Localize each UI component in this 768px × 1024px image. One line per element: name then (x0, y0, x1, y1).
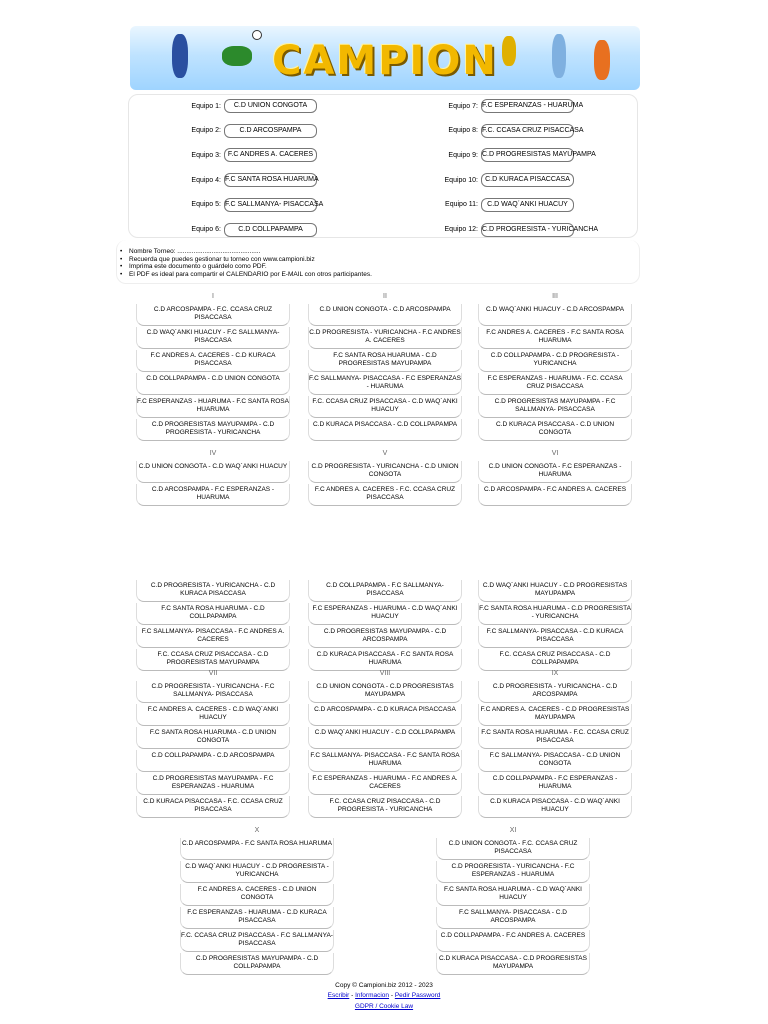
match-item: C.D PROGRESISTAS MAYUPAMPA - F.C SALLMANYA- PISACCASA (478, 396, 632, 418)
round-block (308, 292, 462, 442)
match-item: F.C SANTA ROSA HUARUMA - C.D UNION CONGOTA (136, 727, 290, 749)
note-item: • Imprima este documento o guárdelo como PDF. (120, 263, 640, 271)
match-item: C.D KURACA PISACCASA - F.C SANTA ROSA HUARUMA (308, 649, 462, 671)
match-item: C.D KURACA PISACCASA - C.D PROGRESISTAS MAYUPAMPA (436, 953, 590, 975)
match-item: F.C ESPERANZAS - HUARUMA - F.C ANDRES A. CACERES (308, 773, 462, 795)
round-block (308, 449, 462, 507)
match-item: C.D WAQ´ANKI HUACUY - C.D PROGRESISTA - YURICANCHA (180, 861, 334, 883)
team-name-field[interactable]: C.D KURACA PISACCASA (481, 173, 574, 187)
logo-text[interactable]: CAMPION (272, 38, 498, 84)
team-label: Equipo 3: (191, 151, 221, 159)
round-title: II (383, 293, 387, 300)
team-row (164, 173, 317, 187)
round-title: X (254, 827, 260, 834)
round-block (478, 669, 632, 819)
team-name-field[interactable]: C.D UNION CONGOTA (224, 99, 317, 113)
match-item: F.C SANTA ROSA HUARUMA - C.D PROGRESISTAS MAYUPAMPA (308, 350, 462, 372)
match-item: C.D PROGRESISTA - YURICANCHA - F.C SALLMANYA- PISACCASA (136, 681, 290, 703)
match-item: C.D ARCOSPAMPA - F.C ESPERANZAS - HUARUMA (136, 484, 290, 506)
round-title: IV (209, 450, 217, 457)
team-row (421, 99, 584, 113)
team-name-field[interactable]: F.C ANDRES A. CACERES (224, 148, 317, 162)
match-item: F.C. CCASA CRUZ PISACCASA - F.C SALLMANYA- PISACCASA (180, 930, 334, 952)
match-item: C.D WAQ´ANKI HUACUY - F.C SALLMANYA- PISACCASA (136, 327, 290, 349)
match-item: C.D UNION CONGOTA - C.D WAQ´ANKI HUACUY (136, 461, 290, 483)
match-item: C.D WAQ´ANKI HUACUY - C.D COLLPAPAMPA (308, 727, 462, 749)
player-figure-far-right (594, 40, 610, 80)
match-item: C.D ARCOSPAMPA - C.D KURACA PISACCASA (308, 704, 462, 726)
match-item: C.D PROGRESISTA - YURICANCHA - F.C ESPERANZAS - HUARUMA (436, 861, 590, 883)
team-row (164, 148, 317, 162)
round-title: IX (551, 670, 559, 677)
round-block (478, 292, 632, 442)
team-row (421, 198, 574, 212)
round-block (308, 669, 462, 819)
team-row (421, 173, 574, 187)
team-name-field[interactable]: C.D COLLPAPAMPA (224, 223, 317, 237)
link-separator: - (349, 992, 356, 999)
match-item: C.D COLLPAPAMPA - C.D ARCOSPAMPA (136, 750, 290, 772)
match-item: F.C SALLMANYA- PISACCASA - F.C ESPERANZAS - HUARUMA (308, 373, 462, 395)
team-label: Equipo 5: (191, 201, 221, 209)
footer-link[interactable]: GDPR / Cookie Law (354, 1003, 414, 1010)
match-item: F.C SANTA ROSA HUARUMA - C.D PROGRESISTA - YURICANCHA (478, 603, 632, 625)
team-name-field[interactable]: F.C ESPERANZAS - HUARUMA (481, 99, 574, 113)
player-figure-right (552, 34, 566, 78)
match-item: F.C ESPERANZAS - HUARUMA - F.C SANTA ROSA HUARUMA (136, 396, 290, 418)
team-row (421, 148, 596, 162)
footer-link[interactable]: Informacion (355, 992, 390, 999)
match-item: C.D WAQ´ANKI HUACUY - C.D PROGRESISTAS MAYUPAMPA (478, 580, 632, 602)
round-block (478, 568, 632, 672)
footer-link[interactable]: Escribir (327, 992, 350, 999)
link-separator: - (389, 992, 395, 999)
match-item: F.C SANTA ROSA HUARUMA - F.C. CCASA CRUZ PISACCASA (478, 727, 632, 749)
team-row (421, 124, 584, 138)
match-item: C.D COLLPAPAMPA - F.C ESPERANZAS - HUARUMA (478, 773, 632, 795)
team-row (164, 124, 317, 138)
teams-panel (128, 94, 638, 238)
note-item: • El PDF es ideal para compartir el CALENDARIO por E-MAIL con otros participantes. (120, 271, 640, 279)
team-label: Equipo 11: (445, 201, 478, 209)
team-label: Equipo 9: (448, 151, 478, 159)
match-item: F.C SALLMANYA- PISACCASA - F.C ANDRES A. CACERES (136, 626, 290, 648)
round-title (478, 568, 632, 580)
team-row (164, 99, 317, 113)
match-item: F.C SALLMANYA- PISACCASA - C.D ARCOSPAMPA (436, 907, 590, 929)
footer-links-gdpr (0, 1003, 768, 1010)
round-title: VII (208, 670, 218, 677)
team-label: Equipo 6: (191, 226, 221, 233)
round-title: VI (551, 450, 559, 457)
team-row (164, 223, 317, 237)
match-item: F.C. CCASA CRUZ PISACCASA - C.D WAQ´ANKI HUACUY (308, 396, 462, 418)
match-item: C.D COLLPAPAMPA - C.D UNION CONGOTA (136, 373, 290, 395)
match-item: F.C. CCASA CRUZ PISACCASA - C.D PROGRESISTAS MAYUPAMPA (136, 649, 290, 671)
match-item: C.D KURACA PISACCASA - C.D UNION CONGOTA (478, 419, 632, 441)
team-name-field[interactable]: C.D PROGRESISTA - YURICANCHA (481, 223, 574, 237)
notes-list (120, 248, 640, 278)
team-label: Equipo 7: (448, 102, 478, 110)
team-name-field[interactable]: C.D ARCOSPAMPA (224, 124, 317, 138)
round-title: XI (509, 827, 517, 834)
trophy-icon (502, 36, 516, 66)
team-name-field[interactable]: F.C SALLMANYA- PISACCASA (224, 198, 317, 212)
match-item: C.D UNION CONGOTA - C.D PROGRESISTAS MAYUPAMPA (308, 681, 462, 703)
match-item: F.C SANTA ROSA HUARUMA - C.D WAQ´ANKI HUACUY (436, 884, 590, 906)
match-item: C.D ARCOSPAMPA - F.C. CCASA CRUZ PISACCASA (136, 304, 290, 326)
match-item: C.D ARCOSPAMPA - F.C SANTA ROSA HUARUMA (180, 838, 334, 860)
round-block (136, 292, 290, 442)
match-item: C.D COLLPAPAMPA - F.C ANDRES A. CACERES (436, 930, 590, 952)
team-row (164, 198, 324, 212)
match-item: F.C ESPERANZAS - HUARUMA - C.D WAQ´ANKI HUACUY (308, 603, 462, 625)
team-row (421, 223, 599, 237)
match-item: C.D PROGRESISTAS MAYUPAMPA - C.D COLLPAPAMPA (180, 953, 334, 975)
match-item: C.D PROGRESISTAS MAYUPAMPA - F.C ESPERANZAS - HUARUMA (136, 773, 290, 795)
match-item: F.C. CCASA CRUZ PISACCASA - C.D COLLPAPAMPA (478, 649, 632, 671)
team-label: Equipo 8: (448, 127, 478, 135)
match-item: F.C SALLMANYA- PISACCASA - C.D UNION CONGOTA (478, 750, 632, 772)
match-item: C.D ARCOSPAMPA - F.C ANDRES A. CACERES (478, 484, 632, 506)
team-label: Equipo 1: (191, 102, 221, 110)
round-block (136, 568, 290, 672)
match-item: C.D PROGRESISTA - YURICANCHA - F.C ANDRES A. CACERES (308, 327, 462, 349)
match-item: F.C ESPERANZAS - HUARUMA - F.C. CCASA CRUZ PISACCASA (478, 373, 632, 395)
match-item: F.C. CCASA CRUZ PISACCASA - C.D PROGRESISTA - YURICANCHA (308, 796, 462, 818)
round-title: III (552, 293, 558, 300)
match-item: F.C ANDRES A. CACERES - C.D PROGRESISTAS MAYUPAMPA (478, 704, 632, 726)
match-item: C.D PROGRESISTA - YURICANCHA - C.D ARCOSPAMPA (478, 681, 632, 703)
round-block (136, 449, 290, 507)
match-item: C.D COLLPAPAMPA - F.C SALLMANYA- PISACCASA (308, 580, 462, 602)
match-item: C.D PROGRESISTA - YURICANCHA - C.D KURACA PISACCASA (136, 580, 290, 602)
team-label: Equipo 10: (444, 176, 478, 184)
team-label: Equipo 2: (191, 127, 221, 135)
match-item: C.D KURACA PISACCASA - F.C. CCASA CRUZ PISACCASA (136, 796, 290, 818)
match-item: C.D UNION CONGOTA - C.D ARCOSPAMPA (308, 304, 462, 326)
match-item: C.D UNION CONGOTA - F.C. CCASA CRUZ PISACCASA (436, 838, 590, 860)
round-title (136, 568, 290, 580)
match-item: C.D KURACA PISACCASA - C.D COLLPAPAMPA (308, 419, 462, 441)
match-item: F.C SALLMANYA- PISACCASA - F.C SANTA ROSA HUARUMA (308, 750, 462, 772)
match-item: F.C ANDRES A. CACERES - C.D WAQ´ANKI HUACUY (136, 704, 290, 726)
team-name-field[interactable]: F.C SANTA ROSA HUARUMA (224, 173, 317, 187)
match-item: F.C ANDRES A. CACERES - F.C. CCASA CRUZ PISACCASA (308, 484, 462, 506)
match-item: C.D WAQ´ANKI HUACUY - C.D ARCOSPAMPA (478, 304, 632, 326)
team-name-field[interactable]: C.D PROGRESISTAS MAYUPAMPA (481, 148, 574, 162)
match-item: C.D KURACA PISACCASA - C.D WAQ´ANKI HUACUY (478, 796, 632, 818)
match-item: F.C ANDRES A. CACERES - C.D KURACA PISACCASA (136, 350, 290, 372)
team-name-field[interactable]: F.C. CCASA CRUZ PISACCASA (481, 124, 574, 138)
round-title (308, 568, 462, 580)
team-name-field[interactable]: C.D WAQ´ANKI HUACUY (481, 198, 574, 212)
round-block (136, 669, 290, 819)
match-item: C.D COLLPAPAMPA - C.D PROGRESISTA - YURICANCHA (478, 350, 632, 372)
footer-link[interactable]: Pedir Password (394, 992, 441, 999)
header-banner (130, 26, 640, 90)
match-item: C.D PROGRESISTA - YURICANCHA - C.D UNION CONGOTA (308, 461, 462, 483)
round-title: I (212, 293, 214, 300)
round-block (436, 826, 590, 976)
note-item: • Nombre Torneo: .............................................. (120, 248, 640, 256)
match-item: C.D UNION CONGOTA - F.C ESPERANZAS - HUARUMA (478, 461, 632, 483)
match-item: F.C ESPERANZAS - HUARUMA - C.D KURACA PISACCASA (180, 907, 334, 929)
team-label: Equipo 4: (191, 176, 221, 184)
footer-copyright: Copy © Campioni.biz 2012 - 2023 (335, 982, 433, 989)
note-item: • Recuerda que puedes gestionar tu torneo con www.campioni.biz (120, 256, 640, 264)
match-item: F.C ANDRES A. CACERES - C.D UNION CONGOTA (180, 884, 334, 906)
footer-links (0, 992, 768, 999)
match-item: F.C SALLMANYA- PISACCASA - C.D KURACA PISACCASA (478, 626, 632, 648)
round-block (308, 568, 462, 672)
match-item: C.D PROGRESISTAS MAYUPAMPA - C.D ARCOSPAMPA (308, 626, 462, 648)
match-item: F.C ANDRES A. CACERES - F.C SANTA ROSA HUARUMA (478, 327, 632, 349)
round-title: V (382, 450, 388, 457)
team-label: Equipo 12: (444, 226, 478, 233)
match-item: C.D PROGRESISTAS MAYUPAMPA - C.D PROGRESISTA - YURICANCHA (136, 419, 290, 441)
round-block (180, 826, 334, 976)
match-item: F.C SANTA ROSA HUARUMA - C.D COLLPAPAMPA (136, 603, 290, 625)
round-block (478, 449, 632, 507)
round-title: VIII (379, 670, 391, 677)
